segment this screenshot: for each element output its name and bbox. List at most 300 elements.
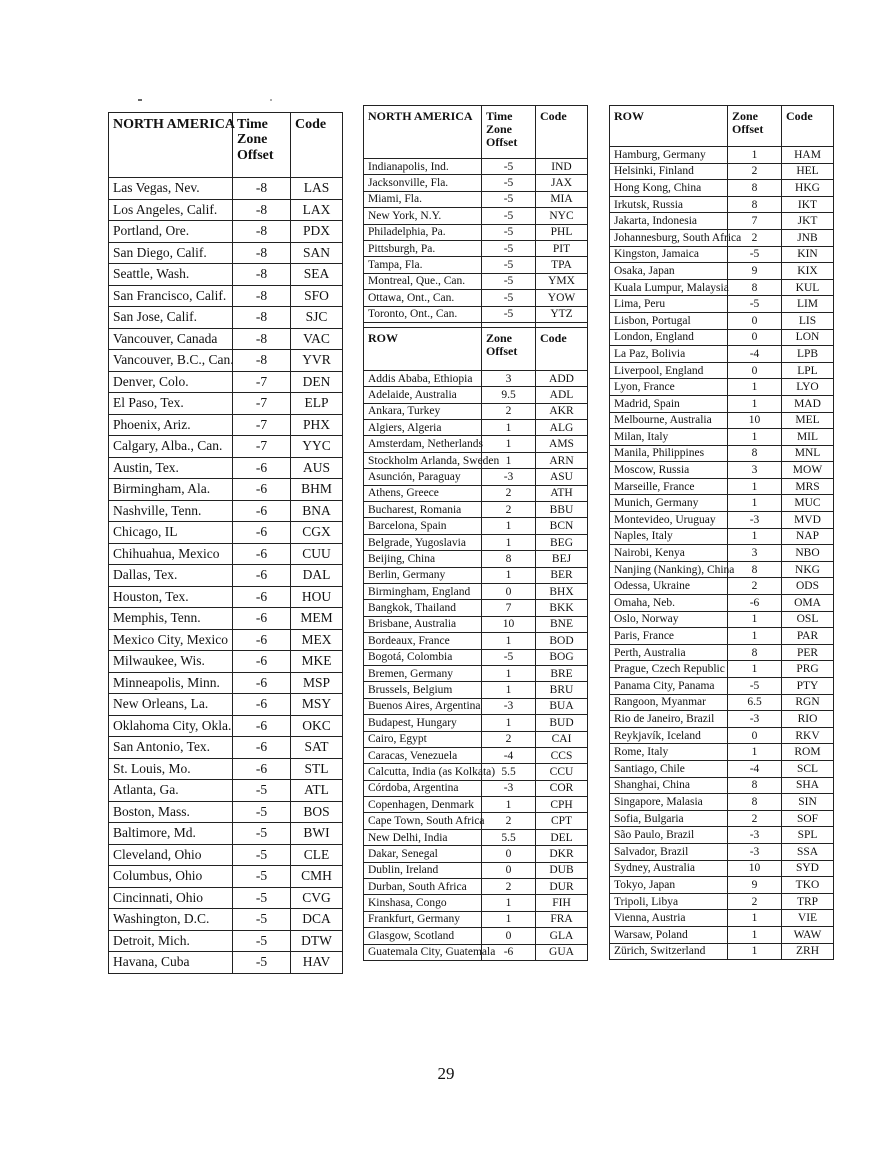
- offset-cell: -5: [233, 844, 291, 866]
- code-cell: BEJ: [536, 551, 588, 567]
- code-cell: MVD: [782, 512, 834, 529]
- table-row: [109, 543, 343, 565]
- location-cell: Rio de Janeiro, Brazil: [610, 711, 728, 728]
- location-cell: Lima, Peru: [610, 296, 728, 313]
- table-row: [109, 242, 343, 264]
- code-cell: LPB: [782, 346, 834, 363]
- offset-cell: -7: [233, 393, 291, 415]
- table-row: [364, 403, 588, 419]
- offset-cell: -5: [482, 306, 536, 322]
- location-cell: Atlanta, Ga.: [109, 780, 233, 802]
- offset-cell: -6: [233, 758, 291, 780]
- location-cell: Cincinnati, Ohio: [109, 887, 233, 909]
- north-america-table-1: [108, 112, 343, 974]
- code-cell: SOF: [782, 810, 834, 827]
- table-row: [109, 844, 343, 866]
- offset-cell: 1: [482, 518, 536, 534]
- code-cell: SYD: [782, 860, 834, 877]
- code-cell: BNA: [291, 500, 343, 522]
- table-row: [364, 829, 588, 845]
- header-code: Code: [536, 106, 588, 159]
- header-region: NORTH AMERICA: [364, 106, 482, 159]
- table-row: [610, 877, 834, 894]
- location-cell: Baltimore, Md.: [109, 823, 233, 845]
- table-row: [610, 644, 834, 661]
- code-cell: HKG: [782, 180, 834, 197]
- code-cell: BEG: [536, 534, 588, 550]
- code-cell: SFO: [291, 285, 343, 307]
- location-cell: Austin, Tex.: [109, 457, 233, 479]
- header-region: NORTH AMERICA: [109, 113, 233, 178]
- table-row: [364, 698, 588, 714]
- code-cell: KIN: [782, 246, 834, 263]
- table-row: [364, 257, 588, 273]
- location-cell: Kingston, Jamaica: [610, 246, 728, 263]
- location-cell: Hong Kong, China: [610, 180, 728, 197]
- offset-cell: -6: [233, 651, 291, 673]
- location-cell: Calcutta, India (as Kolkata): [364, 764, 482, 780]
- location-cell: Tampa, Fla.: [364, 257, 482, 273]
- offset-cell: 8: [728, 445, 782, 462]
- code-cell: LIM: [782, 296, 834, 313]
- table-row: [364, 731, 588, 747]
- code-cell: VAC: [291, 328, 343, 350]
- location-cell: Lisbon, Portugal: [610, 312, 728, 329]
- code-cell: PER: [782, 644, 834, 661]
- location-cell: Prague, Czech Republic: [610, 661, 728, 678]
- location-cell: Montreal, Que., Can.: [364, 273, 482, 289]
- table-row: [364, 846, 588, 862]
- offset-cell: -5: [482, 159, 536, 175]
- table-row: [109, 393, 343, 415]
- code-cell: MIA: [536, 191, 588, 207]
- code-cell: RGN: [782, 694, 834, 711]
- location-cell: Paris, France: [610, 628, 728, 645]
- table-row: [364, 600, 588, 616]
- location-cell: Zürich, Switzerland: [610, 943, 728, 960]
- table-row: [109, 414, 343, 436]
- location-cell: New Orleans, La.: [109, 694, 233, 716]
- location-cell: El Paso, Tex.: [109, 393, 233, 415]
- location-cell: Guatemala City, Guatemala: [364, 944, 482, 960]
- code-cell: NYC: [536, 208, 588, 224]
- table-row: [610, 329, 834, 346]
- code-cell: LAX: [291, 199, 343, 221]
- location-cell: Omaha, Neb.: [610, 595, 728, 612]
- location-cell: Jacksonville, Fla.: [364, 175, 482, 191]
- location-cell: Barcelona, Spain: [364, 518, 482, 534]
- offset-cell: 0: [728, 312, 782, 329]
- table-row: [364, 191, 588, 207]
- table-row: [109, 629, 343, 651]
- code-cell: HAV: [291, 952, 343, 974]
- code-cell: YTZ: [536, 306, 588, 322]
- middle-column-table: [363, 105, 588, 961]
- offset-cell: 0: [728, 727, 782, 744]
- code-cell: DUB: [536, 862, 588, 878]
- offset-cell: 3: [482, 370, 536, 386]
- offset-cell: -6: [233, 565, 291, 587]
- table-row: [610, 528, 834, 545]
- offset-cell: 2: [728, 163, 782, 180]
- offset-cell: 2: [482, 502, 536, 518]
- offset-cell: -5: [482, 240, 536, 256]
- location-cell: Vancouver, B.C., Can.: [109, 350, 233, 372]
- offset-cell: 9: [728, 877, 782, 894]
- location-cell: Sydney, Australia: [610, 860, 728, 877]
- location-cell: Adelaide, Australia: [364, 387, 482, 403]
- code-cell: AKR: [536, 403, 588, 419]
- offset-cell: 5.5: [482, 829, 536, 845]
- code-cell: JKT: [782, 213, 834, 230]
- location-cell: Sofia, Bulgaria: [610, 810, 728, 827]
- location-cell: Bucharest, Romania: [364, 502, 482, 518]
- location-cell: Bremen, Germany: [364, 665, 482, 681]
- table-row: [610, 312, 834, 329]
- table-row: [610, 744, 834, 761]
- page-number: 29: [437, 1064, 455, 1083]
- table-header-row: [610, 106, 834, 147]
- location-cell: Salvador, Brazil: [610, 843, 728, 860]
- location-cell: San Francisco, Calif.: [109, 285, 233, 307]
- table-row: [109, 436, 343, 458]
- location-cell: Cape Town, South Africa: [364, 813, 482, 829]
- table-row: [610, 147, 834, 164]
- table-row: [364, 551, 588, 567]
- table-row: [109, 780, 343, 802]
- header-code: Code: [536, 327, 588, 370]
- location-cell: Munich, Germany: [610, 495, 728, 512]
- offset-cell: 1: [482, 715, 536, 731]
- offset-cell: -5: [482, 224, 536, 240]
- table-row: [109, 737, 343, 759]
- code-cell: BCN: [536, 518, 588, 534]
- code-cell: VIE: [782, 910, 834, 927]
- table-row: [610, 628, 834, 645]
- table-row: [109, 199, 343, 221]
- table-row: [364, 224, 588, 240]
- code-cell: KIX: [782, 263, 834, 280]
- location-cell: Brussels, Belgium: [364, 682, 482, 698]
- location-cell: Reykjavík, Iceland: [610, 727, 728, 744]
- offset-cell: 1: [728, 528, 782, 545]
- table-body: [109, 178, 343, 974]
- table-row: [610, 362, 834, 379]
- table-row: [610, 429, 834, 446]
- location-cell: Bordeaux, France: [364, 633, 482, 649]
- location-cell: London, England: [610, 329, 728, 346]
- table-row: [610, 196, 834, 213]
- table-row: [364, 436, 588, 452]
- location-cell: Moscow, Russia: [610, 462, 728, 479]
- code-cell: WAW: [782, 926, 834, 943]
- location-cell: Nairobi, Kenya: [610, 545, 728, 562]
- table-row: [610, 794, 834, 811]
- location-cell: Jakarta, Indonesia: [610, 213, 728, 230]
- location-cell: Boston, Mass.: [109, 801, 233, 823]
- table-row: [610, 943, 834, 960]
- location-cell: Frankfurt, Germany: [364, 911, 482, 927]
- offset-cell: -5: [233, 909, 291, 931]
- offset-cell: 1: [482, 420, 536, 436]
- table-row: [610, 180, 834, 197]
- offset-cell: 1: [482, 436, 536, 452]
- table-row: [364, 797, 588, 813]
- offset-cell: -3: [728, 512, 782, 529]
- code-cell: DTW: [291, 930, 343, 952]
- code-cell: JAX: [536, 175, 588, 191]
- offset-cell: -8: [233, 307, 291, 329]
- code-cell: HOU: [291, 586, 343, 608]
- table-row: [610, 711, 834, 728]
- location-cell: New York, N.Y.: [364, 208, 482, 224]
- code-cell: LYO: [782, 379, 834, 396]
- table-row: [109, 500, 343, 522]
- location-cell: San Jose, Calif.: [109, 307, 233, 329]
- table-row: [610, 246, 834, 263]
- location-cell: Indianapolis, Ind.: [364, 159, 482, 175]
- table-row: [364, 175, 588, 191]
- offset-cell: 0: [482, 928, 536, 944]
- location-cell: Phoenix, Ariz.: [109, 414, 233, 436]
- offset-cell: -4: [728, 346, 782, 363]
- code-cell: BUD: [536, 715, 588, 731]
- offset-cell: -6: [233, 479, 291, 501]
- offset-cell: -3: [482, 469, 536, 485]
- offset-cell: -5: [482, 208, 536, 224]
- location-cell: Washington, D.C.: [109, 909, 233, 931]
- location-cell: Havana, Cuba: [109, 952, 233, 974]
- code-cell: SEA: [291, 264, 343, 286]
- code-cell: ODS: [782, 578, 834, 595]
- location-cell: Budapest, Hungary: [364, 715, 482, 731]
- code-cell: HEL: [782, 163, 834, 180]
- offset-cell: 0: [482, 583, 536, 599]
- offset-cell: -8: [233, 178, 291, 200]
- location-cell: Beijing, China: [364, 551, 482, 567]
- location-cell: Addis Ababa, Ethiopia: [364, 370, 482, 386]
- offset-cell: -5: [728, 246, 782, 263]
- code-cell: GLA: [536, 928, 588, 944]
- table-row: [364, 813, 588, 829]
- offset-cell: 8: [728, 777, 782, 794]
- location-cell: Buenos Aires, Argentina: [364, 698, 482, 714]
- offset-cell: 1: [482, 452, 536, 468]
- table-row: [109, 801, 343, 823]
- header-offset: Zone Offset: [728, 106, 782, 147]
- code-cell: CPH: [536, 797, 588, 813]
- location-cell: Naples, Italy: [610, 528, 728, 545]
- offset-cell: -8: [233, 221, 291, 243]
- location-cell: Rangoon, Myanmar: [610, 694, 728, 711]
- offset-cell: -6: [233, 629, 291, 651]
- table-row: [610, 545, 834, 562]
- code-cell: YMX: [536, 273, 588, 289]
- table-row: [109, 350, 343, 372]
- code-cell: ATH: [536, 485, 588, 501]
- code-cell: OMA: [782, 595, 834, 612]
- table-row: [610, 810, 834, 827]
- table-row: [364, 633, 588, 649]
- code-cell: SAN: [291, 242, 343, 264]
- table-row: [610, 478, 834, 495]
- location-cell: Singapore, Malasia: [610, 794, 728, 811]
- location-cell: Warsaw, Poland: [610, 926, 728, 943]
- location-cell: Calgary, Alba., Can.: [109, 436, 233, 458]
- location-cell: Algiers, Algeria: [364, 420, 482, 436]
- offset-cell: 7: [728, 213, 782, 230]
- offset-cell: 2: [482, 403, 536, 419]
- location-cell: Rome, Italy: [610, 744, 728, 761]
- code-cell: ADD: [536, 370, 588, 386]
- offset-cell: 7: [482, 600, 536, 616]
- table-row: [610, 578, 834, 595]
- table-row: [364, 665, 588, 681]
- offset-cell: 1: [728, 478, 782, 495]
- table-row: [109, 823, 343, 845]
- location-cell: Liverpool, England: [610, 362, 728, 379]
- location-cell: Chicago, IL: [109, 522, 233, 544]
- table-row: [109, 457, 343, 479]
- table-row: [364, 387, 588, 403]
- table-row: [109, 178, 343, 200]
- table-row: [364, 944, 588, 960]
- offset-cell: -5: [482, 191, 536, 207]
- location-cell: Nanjing (Nanking), China: [610, 561, 728, 578]
- code-cell: DEN: [291, 371, 343, 393]
- offset-cell: 2: [728, 893, 782, 910]
- code-cell: IKT: [782, 196, 834, 213]
- location-cell: Amsterdam, Netherlands: [364, 436, 482, 452]
- location-cell: Milwaukee, Wis.: [109, 651, 233, 673]
- table-row: [109, 285, 343, 307]
- location-cell: Copenhagen, Denmark: [364, 797, 482, 813]
- code-cell: DUR: [536, 879, 588, 895]
- table-row: [610, 926, 834, 943]
- code-cell: PTY: [782, 678, 834, 695]
- code-cell: SJC: [291, 307, 343, 329]
- location-cell: Córdoba, Argentina: [364, 780, 482, 796]
- table-row: [109, 586, 343, 608]
- offset-cell: 0: [728, 362, 782, 379]
- code-cell: RKV: [782, 727, 834, 744]
- offset-cell: 1: [728, 395, 782, 412]
- location-cell: Toronto, Ont., Can.: [364, 306, 482, 322]
- offset-cell: -6: [233, 694, 291, 716]
- offset-cell: -3: [482, 780, 536, 796]
- offset-cell: 10: [728, 412, 782, 429]
- offset-cell: 2: [728, 810, 782, 827]
- code-cell: ATL: [291, 780, 343, 802]
- location-cell: Brisbane, Australia: [364, 616, 482, 632]
- offset-cell: 9.5: [482, 387, 536, 403]
- code-cell: CGX: [291, 522, 343, 544]
- table-row: [610, 661, 834, 678]
- code-cell: YOW: [536, 290, 588, 306]
- offset-cell: -6: [233, 737, 291, 759]
- offset-cell: 2: [482, 879, 536, 895]
- table-row: [109, 694, 343, 716]
- offset-cell: 1: [482, 665, 536, 681]
- table-row: [610, 512, 834, 529]
- code-cell: MNL: [782, 445, 834, 462]
- offset-cell: -5: [233, 801, 291, 823]
- table-row: [364, 240, 588, 256]
- code-cell: PAR: [782, 628, 834, 645]
- offset-cell: 2: [482, 731, 536, 747]
- location-cell: Houston, Tex.: [109, 586, 233, 608]
- offset-cell: 0: [482, 846, 536, 862]
- table-row: [610, 445, 834, 462]
- code-cell: OSL: [782, 611, 834, 628]
- location-cell: Tokyo, Japan: [610, 877, 728, 894]
- offset-cell: -5: [482, 175, 536, 191]
- offset-cell: -6: [233, 715, 291, 737]
- location-cell: Lyon, France: [610, 379, 728, 396]
- table-row: [364, 290, 588, 306]
- table-row: [610, 595, 834, 612]
- code-cell: CLE: [291, 844, 343, 866]
- table-row: [610, 611, 834, 628]
- code-cell: PRG: [782, 661, 834, 678]
- offset-cell: -8: [233, 264, 291, 286]
- scan-artifact-mark: [110, 98, 290, 102]
- code-cell: DKR: [536, 846, 588, 862]
- offset-cell: -5: [728, 678, 782, 695]
- code-cell: CMH: [291, 866, 343, 888]
- offset-cell: 9: [728, 263, 782, 280]
- table-header-row: [364, 106, 588, 159]
- table-body: [610, 147, 834, 960]
- code-cell: BHX: [536, 583, 588, 599]
- code-cell: TPA: [536, 257, 588, 273]
- location-cell: Chihuahua, Mexico: [109, 543, 233, 565]
- code-cell: BOD: [536, 633, 588, 649]
- offset-cell: 8: [728, 561, 782, 578]
- code-cell: KUL: [782, 279, 834, 296]
- offset-cell: 1: [482, 797, 536, 813]
- table-row: [364, 862, 588, 878]
- code-cell: YVR: [291, 350, 343, 372]
- table-row: [610, 860, 834, 877]
- location-cell: Pittsburgh, Pa.: [364, 240, 482, 256]
- location-cell: Seattle, Wash.: [109, 264, 233, 286]
- offset-cell: -5: [233, 930, 291, 952]
- offset-cell: 0: [482, 862, 536, 878]
- code-cell: ALG: [536, 420, 588, 436]
- offset-cell: 1: [728, 495, 782, 512]
- offset-cell: 1: [482, 534, 536, 550]
- code-cell: AUS: [291, 457, 343, 479]
- code-cell: MKE: [291, 651, 343, 673]
- table-row: [610, 727, 834, 744]
- offset-cell: -8: [233, 350, 291, 372]
- location-cell: Minneapolis, Minn.: [109, 672, 233, 694]
- table-row: [610, 910, 834, 927]
- table-row: [610, 462, 834, 479]
- table-row: [109, 715, 343, 737]
- offset-cell: -5: [728, 296, 782, 313]
- header-code: Code: [782, 106, 834, 147]
- offset-cell: -6: [233, 500, 291, 522]
- location-cell: Milan, Italy: [610, 429, 728, 446]
- code-cell: COR: [536, 780, 588, 796]
- table-row: [364, 452, 588, 468]
- table-row: [109, 866, 343, 888]
- offset-cell: -7: [233, 371, 291, 393]
- code-cell: RIO: [782, 711, 834, 728]
- code-cell: CPT: [536, 813, 588, 829]
